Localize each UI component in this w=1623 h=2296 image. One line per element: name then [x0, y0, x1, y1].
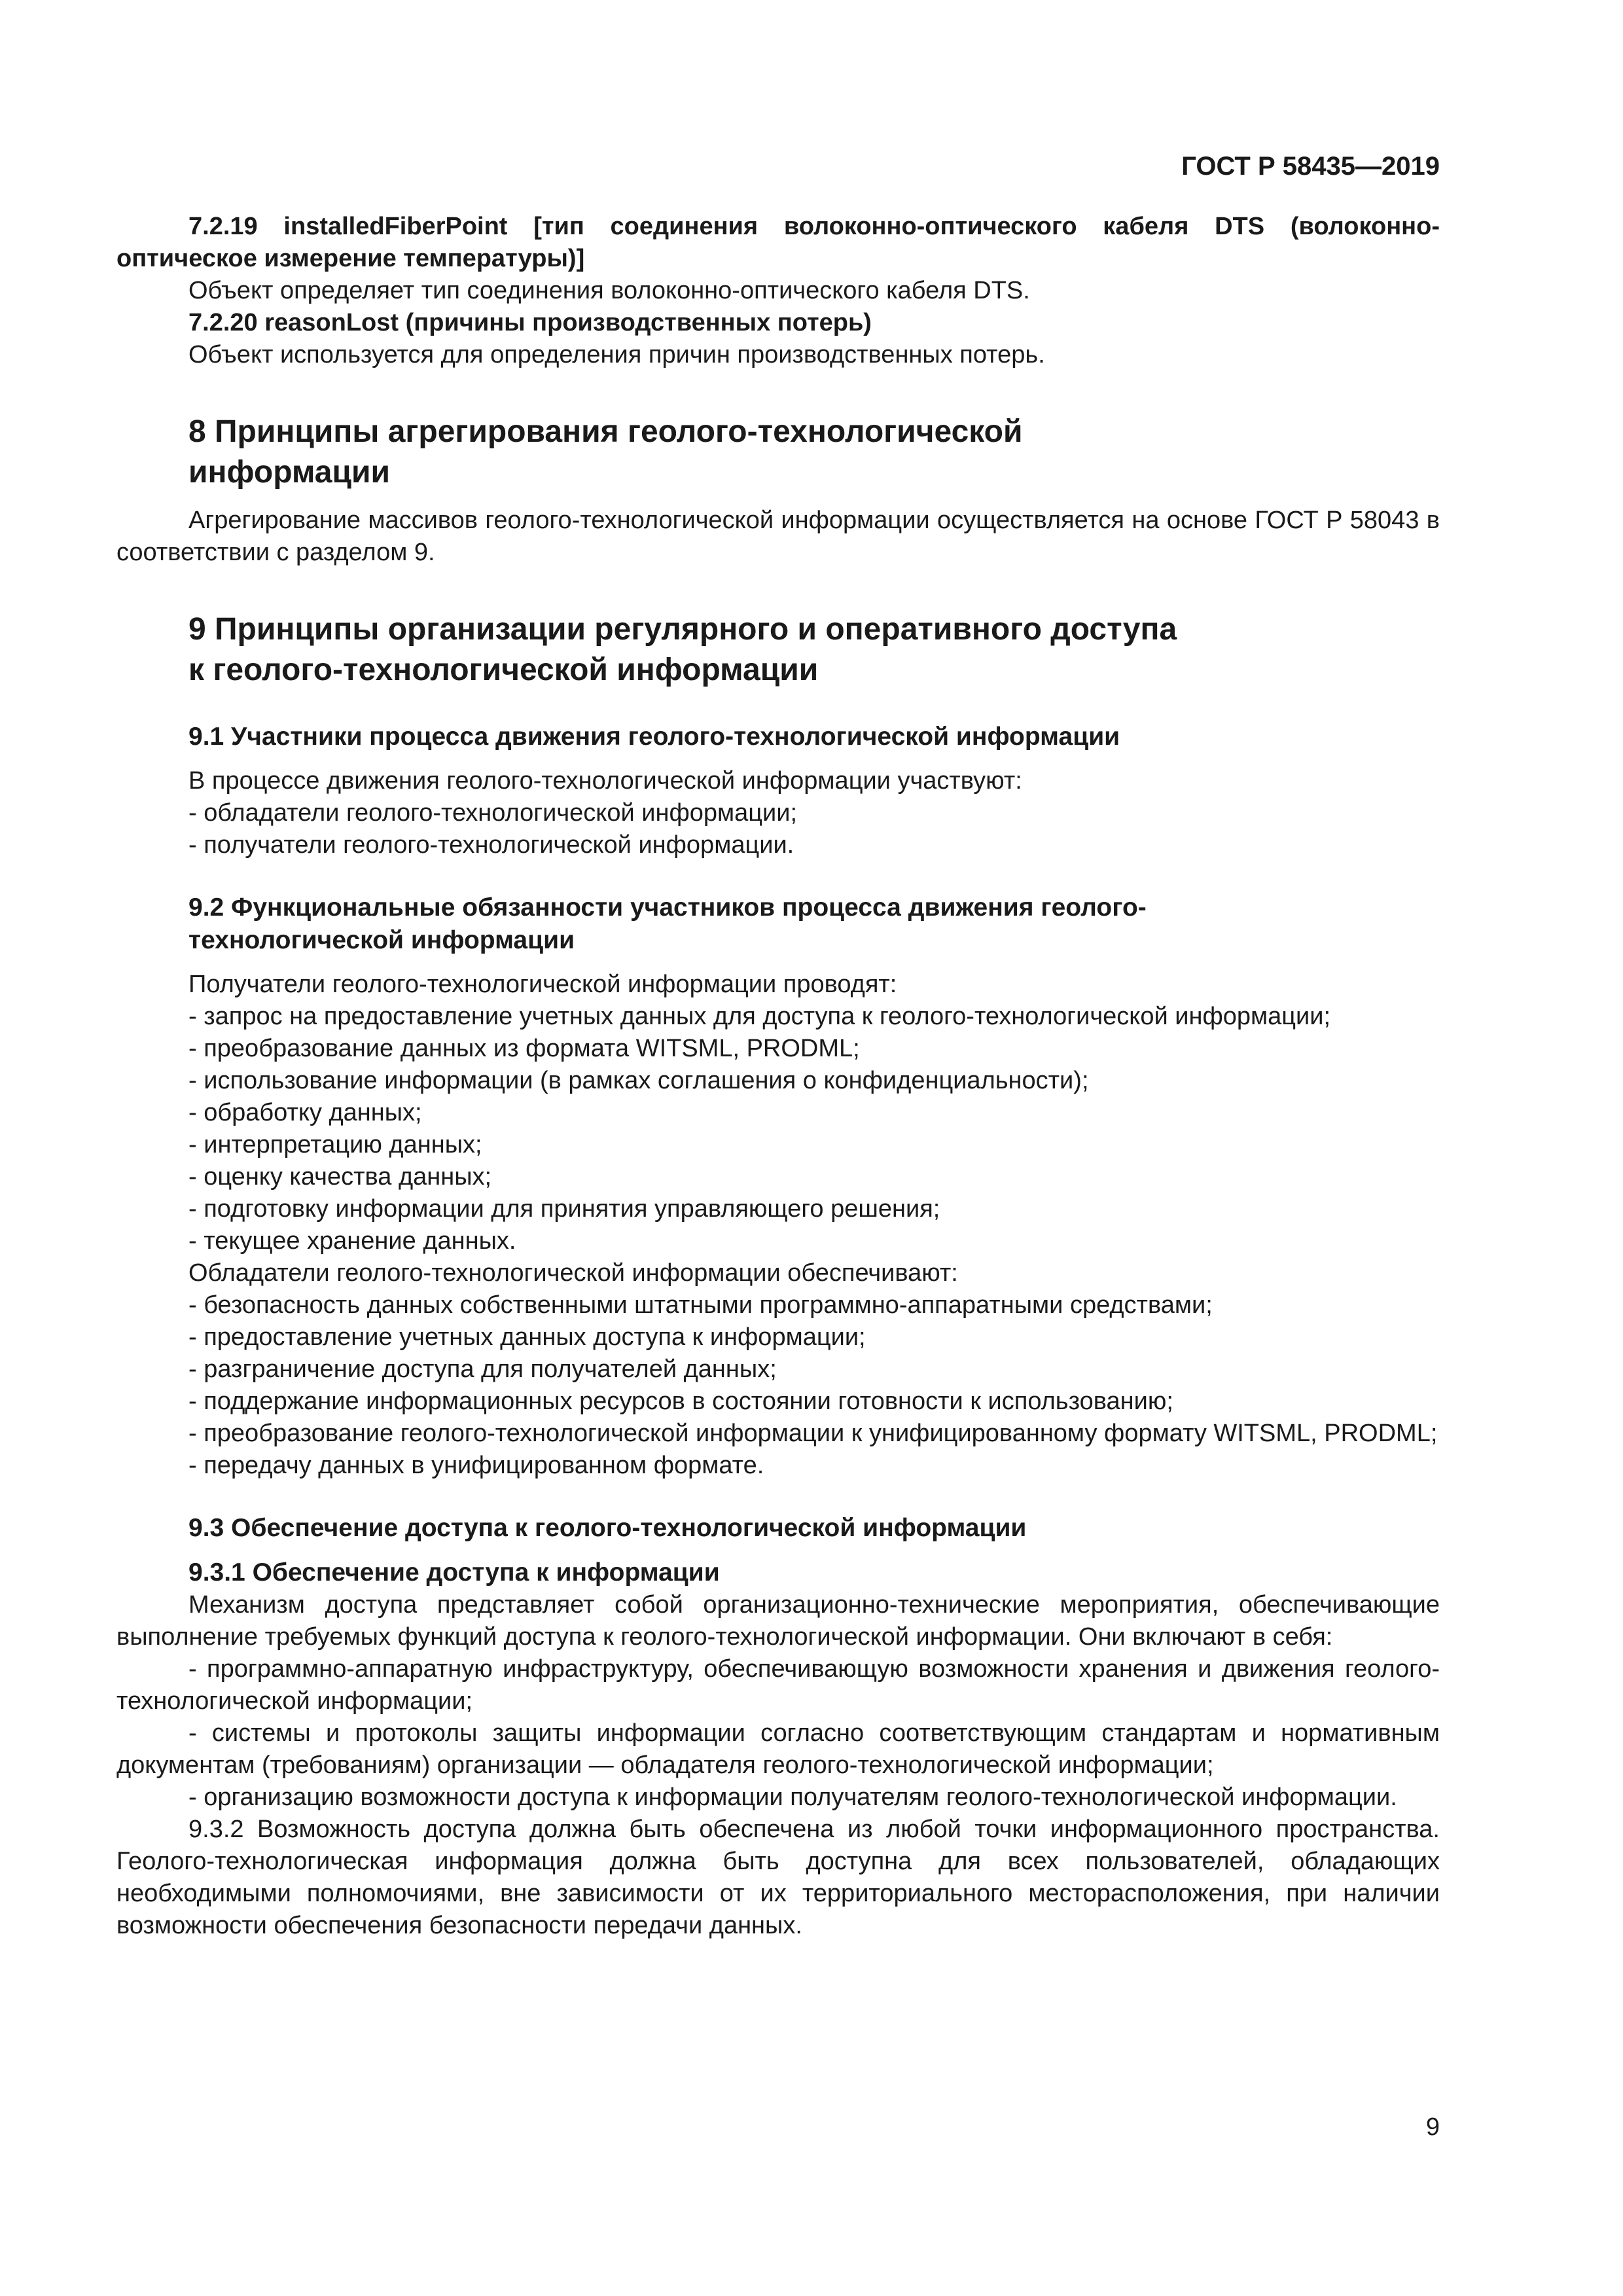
list-item: - передачу данных в унифицированном формате.: [188, 1452, 764, 1479]
clause-7-2-20-text: Объект используется для определения причин производственных потерь.: [188, 341, 1045, 368]
list-item: - обладатели геолого-технологической информации;: [188, 799, 798, 827]
list-item: - оценку качества данных;: [188, 1163, 492, 1191]
access-mechanism-list: [116, 1653, 1440, 1814]
list-item: - использование информации (в рамках соглашения о конфиденциальности);: [188, 1067, 1089, 1094]
list-item: - получатели геолого-технологической информации.: [188, 831, 794, 859]
clause-number: 7.2.20: [188, 309, 258, 336]
clause-title: reasonLost (причины производственных потерь): [264, 309, 872, 336]
list-item: - поддержание информационных ресурсов в состоянии готовности к использованию;: [188, 1388, 1173, 1415]
recipients-intro: Получатели геолого-технологической информации проводят:: [188, 971, 897, 998]
clause-7-2-19-heading: [116, 211, 1440, 275]
subsection-9-3-title: 9.3 Обеспечение доступа к геолого-технологической информации: [188, 1514, 1027, 1542]
holders-intro: Обладатели геолого-технологической информации обеспечивают:: [188, 1259, 958, 1287]
subsection-title-line: 9.2 Функциональные обязанности участников процесса движения геолого-: [188, 893, 1147, 922]
clause-7-2-19-text: Объект определяет тип соединения волоконно-оптического кабеля DTS.: [188, 277, 1030, 304]
list-item: - организацию возможности доступа к информации получателям геолого-технологической информации.: [188, 1784, 1397, 1811]
section-title-line: к геолого-технологической информации: [188, 653, 819, 687]
list-item: - подготовку информации для принятия управляющего решения;: [188, 1195, 940, 1223]
page-body: [116, 211, 1440, 1942]
list-item: - преобразование данных из формата WITSML, PRODML;: [188, 1035, 860, 1062]
section-8-title: [116, 412, 1440, 493]
list-item: - интерпретацию данных;: [188, 1131, 482, 1158]
subsection-9-1-intro: В процессе движения геолого-технологической информации участвуют:: [188, 767, 1022, 795]
list-item: - разграничение доступа для получателей данных;: [188, 1355, 777, 1383]
clause-9-3-1-text: Механизм доступа представляет собой организационно-технические мероприятия, обеспечивающие выполнение требуемых функций доступа к геолого-технологической информации. Они включают в себя:: [116, 1591, 1440, 1651]
clause-title: installedFiberPoint [тип соединения волоконно-оптического кабеля DTS (волоконно-оптическое измерение температуры)]: [116, 213, 1440, 272]
list-item: - предоставление учетных данных доступа к информации;: [188, 1323, 866, 1351]
section-title-line: 9 Принципы организации регулярного и оперативного доступа: [188, 612, 1177, 647]
list-item: - текущее хранение данных.: [188, 1227, 516, 1255]
clause-9-3-1-title: 9.3.1 Обеспечение доступа к информации: [188, 1558, 720, 1587]
list-item: - безопасность данных собственными штатными программно-аппаратными средствами;: [188, 1291, 1213, 1319]
clause-7-2-20-heading: [116, 307, 1440, 339]
recipients-duties-list: [116, 1001, 1440, 1257]
section-title-line: 8 Принципы агрегирования геолого-технологической: [188, 414, 1023, 449]
list-item: - системы и протоколы защиты информации согласно соответствующим стандартам и нормативным документам (требованиям) организации — обладателя геолого-технологической информации;: [116, 1719, 1440, 1779]
list-item: - обработку данных;: [188, 1099, 422, 1126]
subsection-9-2-title: [116, 891, 1440, 957]
section-9-title: [116, 609, 1440, 691]
subsection-9-1-title: 9.1 Участники процесса движения геолого-технологической информации: [188, 723, 1120, 751]
subsection-title-line: технологической информации: [188, 926, 575, 954]
section-8-text: Агрегирование массивов геолого-технологической информации осуществляется на основе ГОСТ Р 58043 в соответствии с разделом 9.: [116, 507, 1440, 566]
clause-9-3-2-text: 9.3.2 Возможность доступа должна быть обеспечена из любой точки информационного пространства. Геолого-технологическая информация должна быть доступна для всех пользователей, обладающих необходимыми полномочиями, вне зависимости от их территориального месторасположения, при наличии возможности обеспечения безопасности передачи данных.: [116, 1816, 1440, 1939]
list-item: - запрос на предоставление учетных данных для доступа к геолого-технологической информации;: [188, 1003, 1331, 1030]
holders-duties-list: [116, 1289, 1440, 1482]
list-item: - преобразование геолого-технологической информации к унифицированному формату WITSML, PRODML;: [188, 1420, 1438, 1447]
clause-number: 7.2.19: [188, 213, 258, 240]
participants-list: [116, 797, 1440, 861]
standard-code-header: ГОСТ Р 58435—2019: [1181, 152, 1440, 181]
list-item: - программно-аппаратную инфраструктуру, обеспечивающую возможности хранения и движения геолого-технологической информации;: [116, 1655, 1440, 1715]
page-number: 9: [1425, 2113, 1440, 2141]
section-title-line: информации: [188, 455, 390, 490]
